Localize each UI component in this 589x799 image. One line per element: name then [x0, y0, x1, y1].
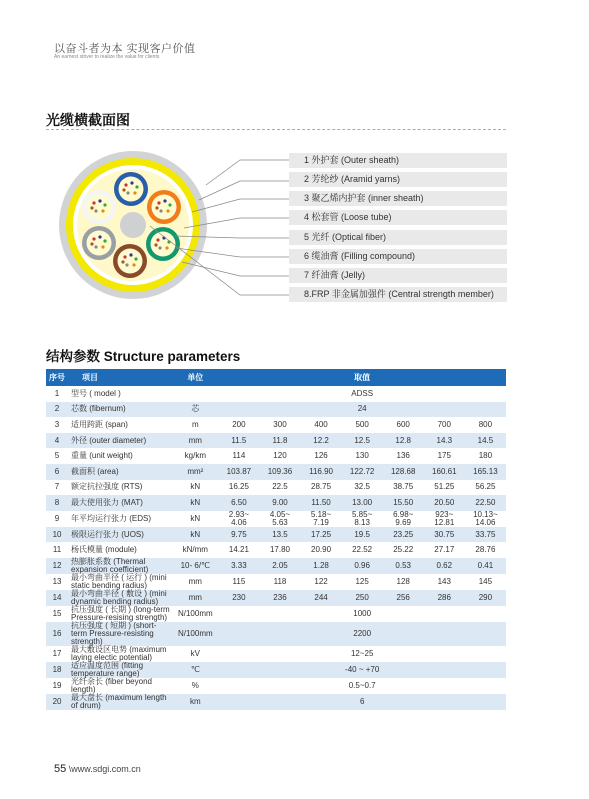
row-value: 3.33: [218, 558, 259, 574]
row-value: 30.75: [424, 527, 465, 543]
row-value: 33.75: [465, 527, 506, 543]
table-row: [46, 542, 506, 558]
row-value: 0.5~0.7: [348, 680, 376, 690]
row-value: 5.18~ 7.19: [310, 509, 332, 527]
row-value: 200: [232, 419, 246, 429]
row-value: 0.62: [424, 558, 465, 574]
row-number: 13: [52, 576, 62, 586]
loose-tube-orange: [147, 190, 181, 224]
row-value: 300: [273, 419, 287, 429]
row-number: 8: [46, 495, 68, 511]
table-row: [46, 511, 506, 527]
row-value: -40 ~ +70: [218, 662, 506, 678]
row-number: 9: [54, 513, 60, 523]
row-item: 热膨胀系数 (Thermal expansion coefficient): [68, 558, 172, 574]
row-value: 230: [218, 590, 259, 606]
row-value: 28.75: [311, 482, 332, 492]
row-value: 126: [314, 451, 328, 461]
row-value: 244: [301, 590, 342, 606]
row-unit: kN: [190, 482, 201, 492]
row-unit: mm: [172, 590, 218, 606]
row-value: 12.8: [383, 433, 424, 449]
row-number: 11: [52, 545, 62, 555]
row-value: 20.90: [311, 545, 332, 555]
slogan-cn: 以奋斗者为本 实现客户价值: [54, 43, 196, 55]
row-value: 22.52: [352, 545, 373, 555]
row-item: 最小弯曲半径 ( 敷设 ) (mini dynamic bending radius): [68, 590, 172, 606]
table-body: [46, 386, 506, 710]
row-value: 17.25: [301, 527, 342, 543]
row-unit: kN: [190, 513, 201, 523]
row-item: 芯数 (fibernum): [68, 402, 172, 418]
row-value: 500: [355, 419, 369, 429]
row-value: 700: [437, 419, 451, 429]
website-url: \www.sdgi.com.cn: [68, 764, 141, 774]
row-value: 103.87: [218, 464, 259, 480]
page-number: 55: [54, 763, 67, 775]
row-value: 122: [314, 576, 328, 586]
row-value: 122.72: [342, 464, 383, 480]
row-number: 14: [46, 590, 68, 606]
loose-tube-white: [82, 190, 116, 224]
table-row: [46, 417, 506, 433]
header-unit: 单位: [172, 369, 218, 386]
table-row: [46, 678, 506, 694]
row-value: 1000: [353, 608, 372, 618]
row-value: 120: [273, 451, 287, 461]
table-row: [46, 694, 506, 710]
loose-tube-slate: [82, 226, 116, 260]
legend-item-7: 7 纤油膏 (Jelly): [289, 268, 507, 283]
row-number: 19: [52, 680, 62, 690]
table-row: [46, 558, 506, 574]
row-number: 5: [54, 451, 60, 461]
row-number: 15: [52, 608, 62, 618]
table-row: [46, 606, 506, 622]
table-row: [46, 646, 506, 662]
row-value: 2.93~ 4.06: [228, 509, 250, 527]
row-number: 10: [46, 527, 68, 543]
row-value: 109.36: [259, 464, 300, 480]
row-unit: N/100mm: [172, 622, 218, 646]
row-item: 最大敷设区电势 (maximum laying electic potential): [71, 644, 167, 662]
row-value: 165.13: [465, 464, 506, 480]
row-value: 175: [437, 451, 451, 461]
table-row: [46, 464, 506, 480]
row-value: 6: [218, 694, 506, 710]
row-number: 18: [46, 662, 68, 678]
row-unit: kN: [172, 495, 218, 511]
row-number: 17: [52, 648, 62, 658]
row-unit: mm²: [172, 464, 218, 480]
table-row: [46, 527, 506, 543]
row-unit: 芯: [172, 402, 218, 418]
loose-tube-blue: [114, 172, 148, 206]
row-unit: kV: [190, 648, 200, 658]
row-item: 极限运行张力 (UOS): [68, 527, 172, 543]
row-value: 128: [396, 576, 410, 586]
structure-parameters-table: [46, 369, 506, 710]
row-value: 9.75: [218, 527, 259, 543]
row-value: 2.05: [259, 558, 300, 574]
row-value: 17.80: [269, 545, 290, 555]
row-item: 适应温度范围 (fitting temperature range): [68, 662, 172, 678]
row-value: 0.41: [465, 558, 506, 574]
row-value: 11.8: [259, 433, 300, 449]
row-number: 16: [46, 622, 68, 646]
row-value: 130: [355, 451, 369, 461]
row-value: 32.5: [354, 482, 370, 492]
loose-tube-brown: [113, 244, 147, 278]
row-number: 2: [46, 402, 68, 418]
row-item: 抗压强度 ( 短期 ) (short-term Pressure-resisting strength): [68, 622, 172, 646]
footer: [54, 763, 141, 775]
row-value: 23.25: [383, 527, 424, 543]
row-unit: kg/km: [184, 451, 206, 461]
row-item: 光纤余长 (fiber beyond length): [71, 676, 152, 694]
row-value: 9.00: [259, 495, 300, 511]
row-value: 56.25: [475, 482, 496, 492]
row-unit: 10- 6/℃: [172, 558, 218, 574]
row-value: 27.17: [434, 545, 455, 555]
row-value: 125: [355, 576, 369, 586]
row-value: 600: [396, 419, 410, 429]
row-value: 6.98~ 9.69: [393, 509, 414, 527]
row-unit: mm: [172, 433, 218, 449]
row-value: 145: [478, 576, 493, 586]
row-unit: N/100mm: [177, 608, 213, 618]
legend-item-1: 1 外护套 (Outer sheath): [289, 153, 507, 168]
row-unit: ℃: [172, 662, 218, 678]
row-value: 15.50: [383, 495, 424, 511]
row-item: 抗压强度 ( 长期 ) (long-term Pressure-resising strength): [71, 604, 170, 622]
row-value: ADSS: [351, 388, 374, 398]
row-value: 250: [342, 590, 383, 606]
row-value: 286: [424, 590, 465, 606]
row-value: 14.5: [465, 433, 506, 449]
header-item: 项目: [68, 369, 172, 386]
row-unit: m: [191, 419, 199, 429]
row-number: 7: [54, 482, 60, 492]
table-row: [46, 402, 506, 418]
row-unit: [172, 386, 218, 402]
row-value: 38.75: [393, 482, 414, 492]
row-value: 180: [478, 451, 493, 461]
row-value: 0.53: [383, 558, 424, 574]
row-number: 4: [46, 433, 68, 449]
row-value: 143: [437, 576, 451, 586]
row-item: 截面积 (area): [68, 464, 172, 480]
row-item: 外径 (outer diameter): [68, 433, 172, 449]
table-row: [46, 480, 506, 496]
row-value: 24: [218, 402, 506, 418]
row-item: 适用跨距 (span): [71, 419, 128, 429]
central-strength-member: [120, 212, 146, 238]
row-unit: kN/mm: [182, 545, 208, 555]
row-value: 22.50: [465, 495, 506, 511]
row-value: 116.90: [301, 464, 342, 480]
row-value: 51.25: [434, 482, 455, 492]
row-item: 杨氏模量 (module): [71, 545, 137, 555]
row-value: 400: [314, 419, 328, 429]
row-value: 0.96: [342, 558, 383, 574]
row-unit: kN: [172, 527, 218, 543]
row-value: 800: [478, 419, 493, 429]
row-value: 14.21: [228, 545, 249, 555]
table-row: [46, 433, 506, 449]
row-value: 114: [232, 451, 246, 461]
row-value: 14.3: [424, 433, 465, 449]
row-unit: km: [172, 694, 218, 710]
row-value: 16.25: [228, 482, 249, 492]
loose-tube-green: [146, 227, 180, 261]
table-row: [46, 590, 506, 606]
row-value: 12.2: [301, 433, 342, 449]
row-value: 20.50: [424, 495, 465, 511]
row-value: 128.68: [383, 464, 424, 480]
row-unit: mm: [188, 576, 202, 586]
table-row: [46, 622, 506, 646]
row-value: 1.28: [301, 558, 342, 574]
row-number: 6: [46, 464, 68, 480]
row-value: 160.61: [424, 464, 465, 480]
row-unit: %: [191, 680, 199, 690]
row-value: 290: [465, 590, 506, 606]
row-value: 115: [232, 576, 246, 586]
cross-section-title: 光缆横截面图: [46, 112, 130, 128]
table-row: [46, 448, 506, 464]
row-value: 12~25: [350, 648, 374, 658]
row-value: 19.5: [342, 527, 383, 543]
table-row: [46, 495, 506, 511]
cable-cross-section-diagram: [58, 150, 208, 300]
row-value: 6.50: [218, 495, 259, 511]
row-item: 额定抗拉强度 (RTS): [71, 482, 143, 492]
row-value: 236: [259, 590, 300, 606]
legend-item-8: 8.FRP 非金属加强件 (Central strength member): [289, 287, 507, 302]
row-value: 13.00: [342, 495, 383, 511]
row-value: 2200: [218, 622, 506, 646]
row-value: 13.5: [259, 527, 300, 543]
legend-item-5: 5 光纤 (Optical fiber): [289, 230, 507, 245]
legend-item-3: 3 聚乙烯内护套 (inner sheath): [289, 191, 507, 206]
row-value: 136: [396, 451, 410, 461]
row-value: 5.85~ 8.13: [352, 509, 373, 527]
row-value: 118: [273, 576, 287, 586]
row-value: 25.22: [393, 545, 414, 555]
legend-item-4: 4 松套管 (Loose tube): [289, 210, 507, 225]
row-item: 重量 (unit weight): [71, 451, 133, 461]
row-value: 10.13~ 14.06: [473, 509, 498, 527]
row-number: 20: [46, 694, 68, 710]
legend-item-2: 2 芳纶纱 (Aramid yarns): [289, 172, 507, 187]
legend-item-6: 6 缆油膏 (Filling compound): [289, 249, 507, 264]
title-rule: [46, 129, 506, 130]
row-value: 28.76: [475, 545, 496, 555]
row-value: 923~ 12.81: [434, 509, 455, 527]
header-value: 取值: [218, 369, 506, 386]
row-item: 最大盘长 (maximum length of drum): [68, 694, 172, 710]
table-row: [46, 662, 506, 678]
row-number: 3: [54, 419, 60, 429]
row-item: 最小弯曲半径 ( 运行 ) (mini static bending radius): [71, 572, 167, 590]
table-header-row: [46, 369, 506, 386]
header-no: 序号: [46, 369, 68, 386]
slogan-en: An earnest striver to realize the value for clients: [54, 54, 160, 60]
row-item: 最大使用张力 (MAT): [68, 495, 172, 511]
row-value: 11.5: [218, 433, 259, 449]
row-number: 12: [46, 558, 68, 574]
row-value: 256: [383, 590, 424, 606]
row-number: 1: [54, 388, 60, 398]
row-value: 12.5: [342, 433, 383, 449]
row-value: 11.50: [301, 495, 342, 511]
table-row: [46, 386, 506, 402]
table-row: [46, 574, 506, 590]
row-item: 型号 ( model ): [71, 388, 121, 398]
structure-title: 结构参数 Structure parameters: [46, 349, 241, 364]
row-value: 22.5: [272, 482, 288, 492]
row-value: 4.05~ 5.63: [269, 509, 291, 527]
row-item: 年平均运行张力 (EDS): [71, 513, 152, 523]
